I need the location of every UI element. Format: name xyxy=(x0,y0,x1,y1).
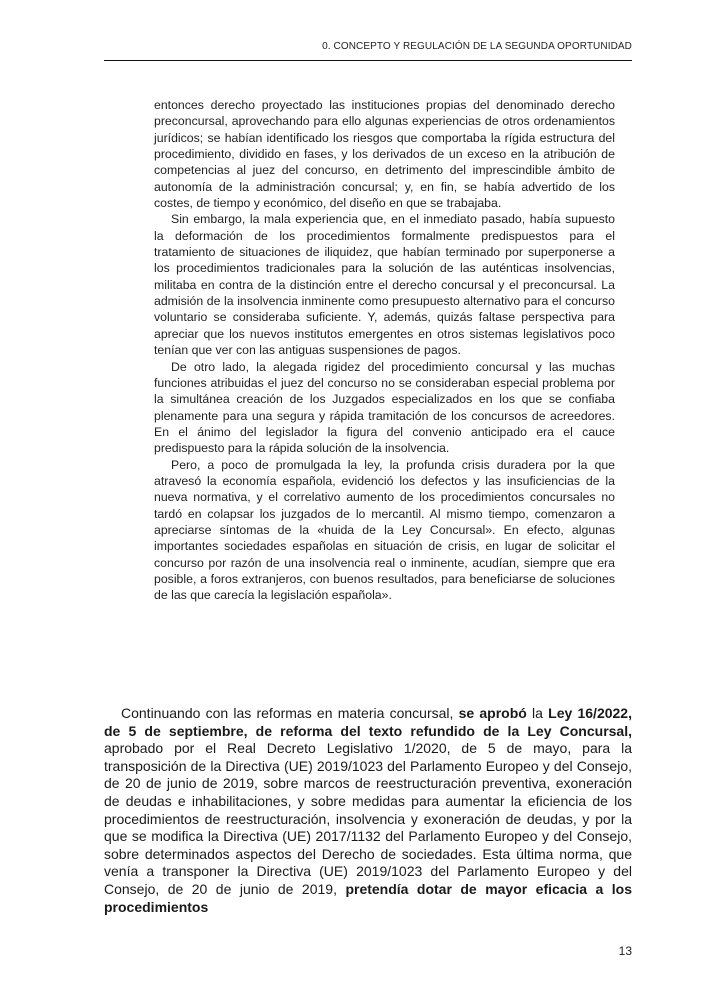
body-paragraph xyxy=(104,705,632,916)
running-title: 0. CONCEPTO Y REGULACIÓN DE LA SEGUNDA OPORTUNIDAD xyxy=(322,41,632,52)
quote-paragraph-4: Pero, a poco de promulgada la ley, la profunda crisis duradera por la que atravesó la economía española, evidenció los defectos y las insuficiencias de la nueva normativa, y el correlativo aumento de los procedimientos concursales no tardó en colapsar los juzgados de lo mercantil. Al mismo tiempo, comenzaron a apreciarse síntomas de la «huida de la Ley Concursal». En efecto, algunas importantes sociedades españolas en situación de crisis, en lugar de solicitar el concurso por razón de una insolvencia real o inminente, acudían, siempre que era posible, a foros extranjeros, con buenos resultados, para beneficiarse de soluciones de las que carecía la legislación española». xyxy=(154,457,615,603)
quote-paragraph-1: entonces derecho proyectado las instituciones propias del denominado derecho preconcursal, aprovechando para ello algunas experiencias de otros ordenamientos jurídicos; se habían identificado los riesgos que comportaba la rígida estructura del procedimiento, dividido en fases, y los derivados de un exceso en la atribución de competencias al juez del concurso, en detrimento del imprescindible ámbito de autonomía de la administración concursal; y, en fin, se había advertido de los costes, de tiempo y económico, del diseño en que se trabajaba. xyxy=(154,98,615,211)
quote-paragraph-2: Sin embargo, la mala experiencia que, en el inmediato pasado, había supuesto la deformación de los procedimientos formalmente predispuestos para el tratamiento de situaciones de iliquidez, que habían terminado por superponerse a los procedimientos tradicionales para la solución de las auténticas insolvencias, militaba en contra de la distinción entre el derecho concursal y el preconcursal. La admisión de la insolvencia inminente como presupuesto alternativo para el concurso voluntario se consideraba suficiente. Y, además, quizás faltase perspectiva para apreciar que los nuevos institutos emergentes en otros sistemas legislativos poco tenían que ver con las antiguas suspensiones de pagos. xyxy=(154,212,615,358)
running-header xyxy=(104,41,632,59)
body-segment-5: aprobado por el Real Decreto Legislativo 1/2020, de 5 de mayo, para la transposición de la Directiva (UE) 2019/1023 del Parlamento Europeo y del Consejo, de 20 de junio de 2019, sobre marcos de reestructuración preventiva, exoneración de deudas e inhabilitaciones, y sobre medidas para aumentar la eficiencia de los procedimientos de reestructuración, insolvencia y exoneración de deudas, y por la que se modifica la Directiva (UE) 2017/1132 del Parlamento Europeo y del Consejo, sobre determinados aspectos del Derecho de sociedades. Esta última norma, que venía a transponer la Directiva (UE) 2019/1023 del Parlamento Europeo y del Consejo, de 20 de junio de 2019, xyxy=(104,740,632,897)
quote-paragraph-3: De otro lado, la alegada rigidez del procedimiento concursal y las muchas funciones atribuidas el juez del concurso no se consideraban especial problema por la simultánea creación de los Juzgados especializados en los que se confiaba plenamente para una segura y rápida tramitación de los concursos de acreedores. En el ánimo del legislador la figura del convenio anticipado era el cauce predispuesto para la rápida solución de la insolvencia. xyxy=(154,359,615,456)
body-segment-1: Continuando con las reformas en materia concursal, xyxy=(121,705,459,721)
body-segment-3: la xyxy=(526,705,549,721)
body-bold-aprobo: se aprobó xyxy=(458,705,527,721)
body-bold-ley-title: Ley 16/2022, de 5 de septiembre, de reforma del texto refundido de la Ley Concursal, xyxy=(104,705,632,739)
body-text xyxy=(104,705,632,916)
page-number: 13 xyxy=(618,944,632,958)
header-rule xyxy=(104,60,632,61)
block-quote xyxy=(154,97,615,604)
body-bold-pretendia: pretendía dotar de mayor eficacia a los procedimientos xyxy=(104,880,632,915)
